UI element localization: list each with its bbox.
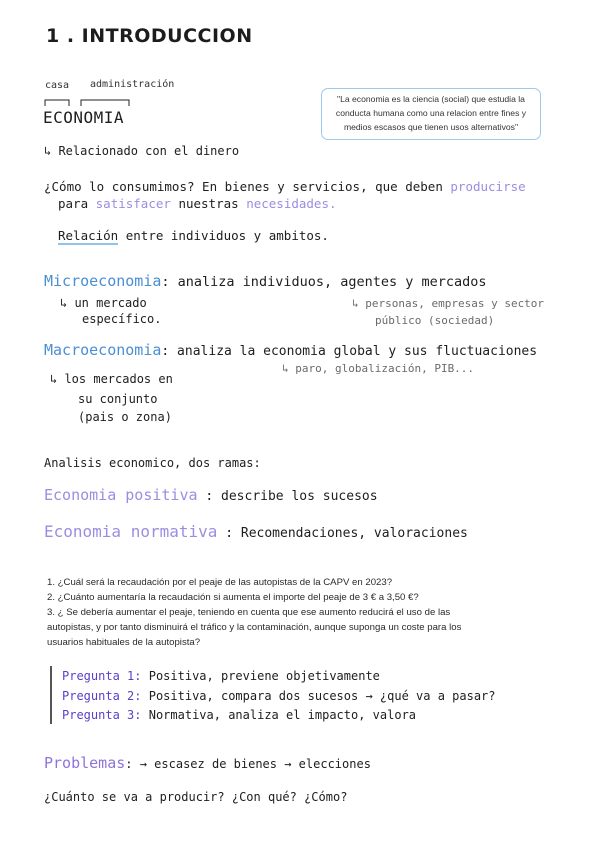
note-consumimos: ¿Cómo lo consumimos? En bienes y servicios, que deben bbox=[44, 179, 443, 194]
ramas-intro: Analisis economico, dos ramas: bbox=[44, 456, 261, 470]
answer-1-text: Positiva, previene objetivamente bbox=[148, 669, 380, 683]
problemas-label: Problemas bbox=[44, 754, 126, 772]
final-question: ¿Cuánto se va a producir? ¿Con qué? ¿Cómo? bbox=[44, 790, 348, 804]
macro-side: ↳ paro, globalización, PIB... bbox=[282, 362, 475, 375]
macro-line bbox=[44, 341, 537, 359]
micro-sub2: específico. bbox=[82, 312, 162, 326]
answer-1 bbox=[62, 669, 380, 683]
normativa-line bbox=[44, 522, 468, 541]
note-producirse: producirse bbox=[450, 179, 526, 194]
question-2: 2. ¿Cuánto aumentaría la recaudación si aumenta el importe del peaje de 3 € a 3,50 €? bbox=[47, 592, 419, 603]
micro-sub1: ↳ un mercado bbox=[60, 296, 147, 310]
question-3-cont: autopistas, y por tanto disminuirá el tráfico y la contaminación, aunque suponga un coste para los bbox=[47, 622, 462, 633]
macro-desc: : analiza la economia global y sus fluctuaciones bbox=[161, 344, 538, 359]
etymology-casa: casa bbox=[45, 80, 70, 91]
macro-label: Macroeconomia bbox=[44, 341, 162, 359]
problemas-desc: : → escasez de bienes → elecciones bbox=[125, 757, 371, 771]
page-title: 1 . INTRODUCCION bbox=[46, 25, 253, 47]
note-para: para bbox=[58, 196, 89, 211]
note-necesidades: necesidades. bbox=[246, 196, 337, 211]
normativa-desc: : Recomendaciones, valoraciones bbox=[225, 526, 468, 541]
normativa-label: Economia normativa bbox=[44, 522, 218, 541]
problemas-line bbox=[44, 754, 371, 772]
etymology-brackets bbox=[43, 96, 133, 108]
answer-2-text: Positiva, compara dos sucesos → ¿qué va a pasar? bbox=[148, 689, 496, 703]
micro-side2: público (sociedad) bbox=[375, 314, 495, 327]
answer-2 bbox=[62, 689, 496, 703]
answer-3-label: Pregunta 3: bbox=[62, 708, 142, 722]
note-relacion-line bbox=[58, 228, 329, 243]
positiva-line bbox=[44, 486, 378, 504]
question-3: 3. ¿ Se debería aumentar el peaje, teniendo en cuenta que ese aumento reducirá el uso de las bbox=[47, 607, 451, 618]
note-nuestras: nuestras bbox=[178, 196, 239, 211]
answer-3 bbox=[62, 708, 416, 722]
positiva-desc: : describe los sucesos bbox=[205, 489, 378, 504]
answer-1-label: Pregunta 1: bbox=[62, 669, 142, 683]
macro-sub2: su conjunto bbox=[78, 392, 158, 406]
micro-line bbox=[44, 272, 487, 290]
macro-sub3: (pais o zona) bbox=[78, 410, 172, 424]
definition-quote-box: "La economia es la ciencia (social) que estudia la conducta humana como una relacion entre fines y medios escasos que tienen usos alternativos" bbox=[321, 88, 541, 140]
note-relacion: Relación bbox=[58, 228, 119, 243]
etymology-administracion: administración bbox=[90, 79, 175, 90]
note-satisfacer: satisfacer bbox=[95, 196, 171, 211]
question-3-end: usuarios habituales de la autopista? bbox=[47, 637, 201, 648]
question-1: 1. ¿Cuál será la recaudación por el peaje de las autopistas de la CAPV en 2023? bbox=[47, 577, 393, 588]
micro-desc: : analiza individuos, agentes y mercados bbox=[161, 274, 487, 290]
macro-sub1: ↳ los mercados en bbox=[50, 372, 173, 386]
note-relacionado: ↳ Relacionado con el dinero bbox=[44, 144, 240, 158]
note-satisfacer-line bbox=[58, 196, 337, 211]
positiva-label: Economia positiva bbox=[44, 486, 198, 504]
note-consumimos-line bbox=[44, 179, 526, 194]
micro-label: Microeconomia bbox=[44, 272, 162, 290]
answer-2-label: Pregunta 2: bbox=[62, 689, 142, 703]
answers-bar bbox=[50, 666, 52, 724]
answer-3-text: Normativa, analiza el impacto, valora bbox=[148, 708, 417, 722]
economia-word: ECONOMIA bbox=[43, 108, 125, 127]
micro-side1: ↳ personas, empresas y sector bbox=[352, 297, 545, 310]
note-relacion-rest: entre individuos y ambitos. bbox=[125, 228, 329, 243]
